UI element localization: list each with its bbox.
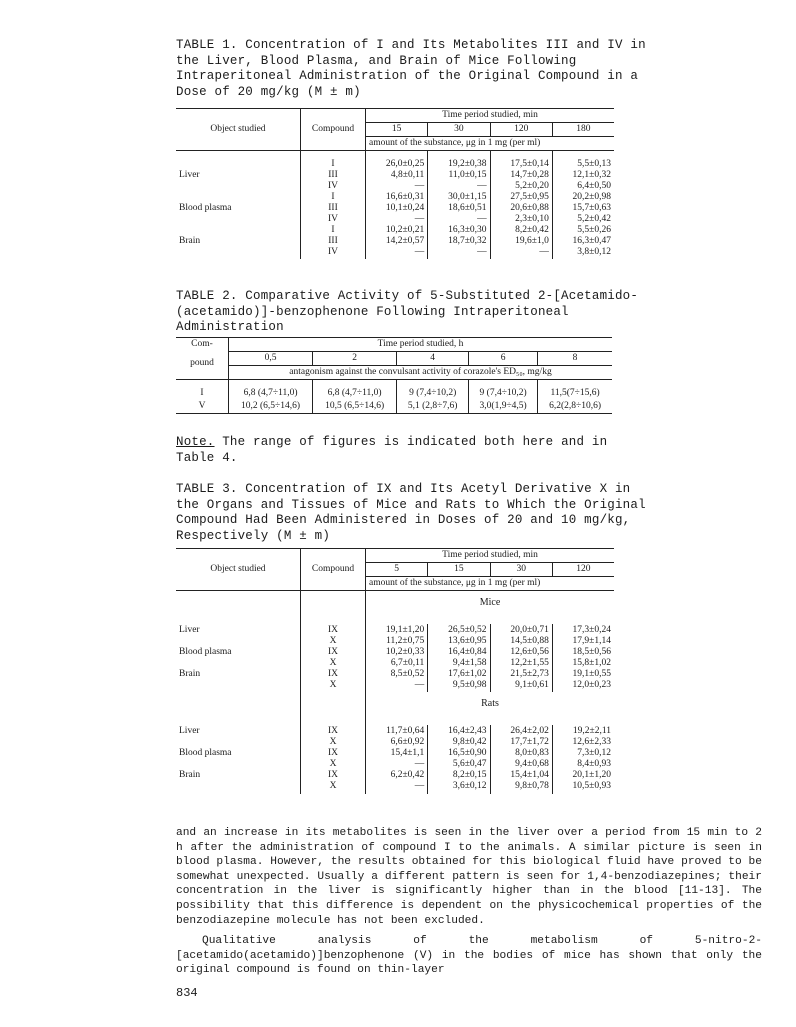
table1-time-180: 180 <box>552 123 614 137</box>
table3-object-row: Blood plasma <box>179 647 232 657</box>
table3-value: 21,5±2,73 <box>510 669 549 679</box>
table2 <box>176 337 612 414</box>
table1-value: 26,0±0,25 <box>385 159 425 169</box>
table3-value: 13,6±0,95 <box>448 636 487 646</box>
table1-value: — <box>414 181 425 191</box>
table3-compound-row: X <box>329 658 337 668</box>
table1-value: 30,0±1,15 <box>448 192 487 202</box>
table3-value: 15,4±1,1 <box>390 748 425 758</box>
table3-value: 10,2±0,33 <box>385 647 425 657</box>
table3-compound-row: X <box>329 781 337 791</box>
table2-value: 6,8 (4,7÷11,0) <box>313 380 397 401</box>
table3-value: 8,0±0,83 <box>515 748 549 758</box>
table3-value: 17,9±1,14 <box>572 636 611 646</box>
table3-value: 9,5±0,98 <box>452 680 487 690</box>
table3-value: 6,7±0,11 <box>390 658 425 668</box>
table1-value: 15,7±0,63 <box>572 203 611 213</box>
table3-value: 14,5±0,88 <box>510 636 549 646</box>
table1-value: 20,2±0,98 <box>572 192 611 202</box>
table2-caption: TABLE 2. Comparative Activity of 5-Substituted 2-[Acetamido-(acetamido)]-benzophenone Following Intraperitoneal Administration <box>176 289 639 334</box>
table1-object-row <box>179 225 297 236</box>
table1-value: 3,8±0,12 <box>577 247 611 257</box>
table3-value: 11,2±0,75 <box>386 636 425 646</box>
table2-note-label: Note. <box>176 435 215 449</box>
table1-value: 5,2±0,42 <box>577 214 611 224</box>
table1-object-row <box>179 159 297 170</box>
table2-compound: V <box>176 400 229 414</box>
body-paragraph-1: and an increase in its metabolites is seen in the liver over a period from 15 min to 2 h after the administration of compound I to the animals. A similar picture is seen in blood plasma. However, the results obtained for this biological fluid have proved to be somewhat unexpected. Usually a different pattern is seen for 1,4-benzodiazepines; their concentration in the liver is significantly higher than in the blood [11-13]. The possibility that this difference is dependent on the physicochemical properties of the benzodiazepine molecule has not been excluded. <box>176 827 762 927</box>
table3-compound-row: X <box>329 680 337 690</box>
table1-col-120 <box>490 151 552 260</box>
table3-section-row <box>176 692 614 725</box>
table1-value: 8,2±0,42 <box>515 225 549 235</box>
table3-value: 20,1±1,20 <box>572 770 611 780</box>
table3-value: 15,4±1,04 <box>510 770 549 780</box>
table1-value: — <box>477 181 487 191</box>
table3-object-row <box>179 636 297 647</box>
table3-section-row <box>176 591 614 625</box>
table3-col-30 <box>490 725 552 794</box>
table3-compound-row: IX <box>327 669 339 679</box>
table1-compound-row: IV <box>327 181 339 191</box>
table1-value: 16,6±0,31 <box>385 192 425 202</box>
table1-value: 11,0±0,15 <box>448 170 487 180</box>
table3-object-row <box>179 781 297 792</box>
table1-col-object: Object studied <box>176 109 301 151</box>
table3-object-row: Brain <box>179 770 201 780</box>
table2-col-compound-line2: pound <box>190 358 214 368</box>
table1-value: 5,5±0,13 <box>577 159 611 169</box>
table3-value: 8,5±0,52 <box>390 669 425 679</box>
table1-time-15: 15 <box>366 123 428 137</box>
table3-col-5 <box>366 624 428 692</box>
table3-section-label-rats: Rats <box>481 698 499 709</box>
table3-value: — <box>414 759 425 769</box>
table2-value: 10,5 (6,5÷14,6) <box>313 400 397 414</box>
table1-object-row <box>179 192 297 203</box>
table3-caption: TABLE 3. Concentration of IX and Its Acetyl Derivative X in the Organs and Tissues of Mice and Rats to Which the Original Compound Had Been Administered in Doses of 20 and 10 mg/kg, Respectively (M ± m) <box>176 482 646 543</box>
table2-row <box>176 400 612 414</box>
table1-compound-row: III <box>328 236 338 246</box>
table3-time-120: 120 <box>552 563 614 577</box>
table3-value: 26,5±0,52 <box>448 625 487 635</box>
table3-object-row: Liver <box>179 726 200 736</box>
table1-compound-row: IV <box>327 247 339 257</box>
table3-compounds <box>301 725 366 794</box>
table1-value: 14,2±0,57 <box>385 236 425 246</box>
table2-value: 3,0(1,9÷4,5) <box>469 400 538 414</box>
table1-value: 4,8±0,11 <box>390 170 425 180</box>
table1-value: 5,5±0,26 <box>577 225 611 235</box>
table3-value: 15,8±1,02 <box>572 658 611 668</box>
table2-time-0,5: 0,5 <box>229 352 313 366</box>
table3-objects <box>176 624 301 692</box>
table1-value: — <box>477 214 487 224</box>
table3-value: 9,8±0,78 <box>515 781 549 791</box>
table3-unit-header: amount of the substance, μg in 1 mg (per ml) <box>366 577 615 591</box>
table3-value: 18,5±0,56 <box>572 647 611 657</box>
table2-time-8: 8 <box>538 352 612 366</box>
table3-time-30: 30 <box>490 563 552 577</box>
table3-value: 12,6±2,33 <box>572 737 611 747</box>
table2-note <box>176 435 616 466</box>
table3-data-row <box>176 624 614 692</box>
table1-value: 6,4±0,50 <box>577 181 611 191</box>
table1-time-30: 30 <box>428 123 490 137</box>
table3-value: 17,3±0,24 <box>572 625 611 635</box>
table3-col-compound: Compound <box>301 549 366 591</box>
table3-time-5: 5 <box>366 563 428 577</box>
table1-compound-row: I <box>331 159 335 169</box>
table1-value: 19,6±1,0 <box>515 236 549 246</box>
table3-compound-row: IX <box>327 770 339 780</box>
table3-col-object: Object studied <box>176 549 301 591</box>
table3-object-row <box>179 759 297 770</box>
table1-object-row <box>179 181 297 192</box>
table3-value: 16,4±2,43 <box>448 726 487 736</box>
table3-compounds <box>301 624 366 692</box>
table3-value: 19,1±0,55 <box>572 669 611 679</box>
table2-col-compound <box>176 338 229 380</box>
table3-col-15 <box>428 624 490 692</box>
table3-value: 12,2±1,55 <box>510 658 549 668</box>
table3-object-row: Liver <box>179 625 200 635</box>
table3-object-row: Blood plasma <box>179 748 232 758</box>
table2-col-compound-line1: Com- <box>191 339 213 349</box>
table2-unit-header: antagonism against the convulsant activity of corazole's ED₅₀, mg/kg <box>229 366 613 380</box>
table3-col-120 <box>552 624 614 692</box>
table1-value: 14,7±0,28 <box>510 170 549 180</box>
table3-value: 9,8±0,42 <box>452 737 487 747</box>
table1-value: 2,3±0,10 <box>515 214 549 224</box>
table3-value: 20,0±0,71 <box>510 625 549 635</box>
table1-col-30 <box>428 151 490 260</box>
table2-time-2: 2 <box>313 352 397 366</box>
table3-compound-row: IX <box>327 748 339 758</box>
table3-value: 8,4±0,93 <box>577 759 611 769</box>
table3-section-spacer <box>301 591 366 625</box>
table1-compound-row: I <box>331 225 335 235</box>
table3-compound-row: IX <box>327 647 339 657</box>
table3-col-120 <box>552 725 614 794</box>
table1-object-row: Brain <box>179 236 201 246</box>
table1-col-15 <box>366 151 428 260</box>
table1-value: 18,7±0,32 <box>448 236 487 246</box>
body-paragraph-2: Qualitative analysis of the metabolism of 5-nitro-2-[acetamido(acetamido)]benzophenone (V) in the bodies of mice has shown that only the original compound is found on thin-layer <box>176 935 762 977</box>
table3-time-header: Time period studied, min <box>366 549 615 563</box>
table3-value: 3,6±0,12 <box>452 781 487 791</box>
table1-col-180 <box>552 151 614 260</box>
table3-value: 19,2±2,11 <box>572 726 611 736</box>
table1-value: 27,5±0,95 <box>510 192 549 202</box>
table1-value: 12,1±0,32 <box>572 170 611 180</box>
table3-value: 6,6±0,92 <box>390 737 425 747</box>
table3-value: 10,5±0,93 <box>572 781 611 791</box>
table1-col-compound: Compound <box>301 109 366 151</box>
table3-value: 9,1±0,61 <box>515 680 549 690</box>
table1-value: — <box>414 247 425 257</box>
table1-objects <box>176 151 301 260</box>
table3-section-spacer <box>176 591 301 625</box>
page-number: 834 <box>176 986 198 1000</box>
table1-value: 17,5±0,14 <box>510 159 549 169</box>
table3-data-row <box>176 725 614 794</box>
table3-value: 17,6±1,02 <box>448 669 487 679</box>
table1-caption: TABLE 1. Concentration of I and Its Metabolites III and IV in the Liver, Blood Plasma, and Brain of Mice Following Intraperitoneal Administration of the Original Compound in a Dose of 20 mg/kg (M ± m) <box>176 38 646 99</box>
table2-note-text: The range of figures is indicated both here and in Table 4. <box>176 435 608 465</box>
table1 <box>176 108 614 259</box>
table1-value: 19,2±0,38 <box>448 159 487 169</box>
table3-value: 16,5±0,90 <box>448 748 487 758</box>
table2-compound: I <box>176 380 229 401</box>
table1-value: 18,6±0,51 <box>448 203 487 213</box>
table1-unit-header: amount of the substance, μg in 1 mg (per ml) <box>366 137 615 151</box>
table3-value: 12,0±0,23 <box>572 680 611 690</box>
table1-object-row <box>179 214 297 225</box>
table1-value: — <box>477 247 487 257</box>
table1-time-120: 120 <box>490 123 552 137</box>
table1-compounds <box>301 151 366 260</box>
table1-value: 20,6±0,88 <box>510 203 549 213</box>
table2-value: 10,2 (6,5÷14,6) <box>229 400 313 414</box>
table2-value: 5,1 (2,8÷7,6) <box>397 400 469 414</box>
table1-object-row <box>179 247 297 258</box>
table1-object-row: Liver <box>179 170 200 180</box>
table3-col-5 <box>366 725 428 794</box>
table1-value: 16,3±0,30 <box>448 225 487 235</box>
table1-compound-row: III <box>328 203 338 213</box>
table1-compound-row: III <box>328 170 338 180</box>
table3-col-15 <box>428 725 490 794</box>
table3-time-15: 15 <box>428 563 490 577</box>
table1-value: 10,1±0,24 <box>385 203 425 213</box>
table2-time-6: 6 <box>469 352 538 366</box>
table3-object-row <box>179 658 297 669</box>
table1-compound-row: I <box>331 192 335 202</box>
table3-col-30 <box>490 624 552 692</box>
table3-value: 12,6±0,56 <box>510 647 549 657</box>
table3-value: 7,3±0,12 <box>577 748 611 758</box>
table2-time-header: Time period studied, h <box>229 338 613 352</box>
table3-value: 9,4±0,68 <box>515 759 549 769</box>
table3-value: — <box>414 781 425 791</box>
table3-section-spacer <box>176 692 301 725</box>
table3-value: 26,4±2,02 <box>510 726 549 736</box>
table3-section-spacer <box>301 692 366 725</box>
table3-value: 8,2±0,15 <box>452 770 487 780</box>
table3-compound-row: X <box>329 636 337 646</box>
table3-objects <box>176 725 301 794</box>
table3-compound-row: IX <box>327 625 339 635</box>
table3-compound-row: X <box>329 737 337 747</box>
table3 <box>176 548 614 794</box>
table1-value: — <box>539 247 549 257</box>
table3-value: 11,7±0,64 <box>386 726 425 736</box>
table2-value: 6,2(2,8÷10,6) <box>538 400 612 414</box>
table3-value: — <box>414 680 425 690</box>
table1-value: 10,2±0,21 <box>385 225 425 235</box>
table1-time-header: Time period studied, min <box>366 109 615 123</box>
table2-time-4: 4 <box>397 352 469 366</box>
table3-value: 6,2±0,42 <box>390 770 425 780</box>
body-text <box>176 826 762 978</box>
table3-value: 5,6±0,47 <box>452 759 487 769</box>
table3-value: 17,7±1,72 <box>510 737 549 747</box>
table2-value: 11,5(7÷15,6) <box>550 388 600 398</box>
table2-value: 6,8 (4,7÷11,0) <box>229 380 313 401</box>
table1-compound-row: IV <box>327 214 339 224</box>
table3-object-row <box>179 737 297 748</box>
table3-value: 9,4±1,58 <box>452 658 487 668</box>
table1-value: 5,2±0,20 <box>515 181 549 191</box>
table3-value: 16,4±0,84 <box>448 647 487 657</box>
table2-row <box>176 380 612 401</box>
table3-section-label-mice: Mice <box>479 597 501 608</box>
table3-object-row: Brain <box>179 669 201 679</box>
table2-value: 9 (7,4÷10,2) <box>397 380 469 401</box>
table3-compound-row: X <box>329 759 337 769</box>
table1-value: — <box>414 214 425 224</box>
table2-value: 9 (7,4÷10,2) <box>469 380 538 401</box>
table1-value: 16,3±0,47 <box>572 236 611 246</box>
table3-value: 19,1±1,20 <box>385 625 425 635</box>
table3-compound-row: IX <box>327 726 339 736</box>
table3-object-row <box>179 680 297 691</box>
table1-object-row: Blood plasma <box>179 203 232 213</box>
